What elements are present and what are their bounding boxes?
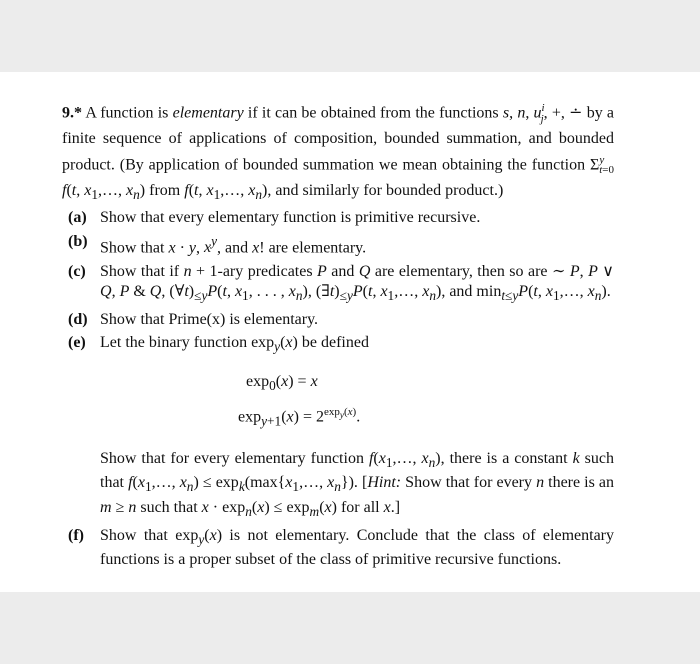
problem-9 bbox=[62, 98, 614, 571]
part-text: Show that x · y, $x^y$, and x! are elementary. bbox=[100, 233, 367, 257]
part-text: Let the binary function $\exp_y(x)$ be defined bbox=[100, 334, 369, 355]
part-e-continued bbox=[62, 449, 614, 523]
part-e bbox=[62, 333, 614, 358]
equation-base: $\exp_0(x) = x$ bbox=[238, 372, 318, 394]
part-c bbox=[62, 262, 614, 307]
problem-intro: 9.* A function is elementary if it can be obtained from the functions s, n, $u^i_j$, +, ∸ by a finite sequence of applications of composition, bounded summation, and bounded product. (By application of bounded summation we mean obtaining the function $\Sigma^y_{t=0}$ f(t, $x_1,\dots$, $x_n$) from f(t, $x_1,\dots$, $x_n$), and similarly for bounded product.) bbox=[62, 102, 615, 202]
part-label: (a) bbox=[68, 209, 87, 227]
part-text: Show that if n + 1-ary predicates P and Q are elementary, then so are ∼ P, P ∨ Q, P & Q, $(\forall t)_{\le y}P(t$, $x_1$, . . . , $x_n$), $(\exists t)_{\le y}P(t$, $x_1,\dots$, $x_n$), and $\min_{t\le y}P(t$, $x_1,\dots$, $x_n$). bbox=[100, 262, 615, 304]
definition-equations bbox=[62, 368, 614, 435]
part-f bbox=[62, 526, 614, 571]
part-label: (f) bbox=[68, 526, 84, 544]
part-d bbox=[62, 310, 614, 331]
part-a bbox=[62, 208, 614, 229]
part-label: (b) bbox=[68, 232, 88, 250]
part-label: (e) bbox=[68, 334, 86, 352]
part-label: (c) bbox=[68, 262, 86, 280]
document-page bbox=[0, 72, 700, 592]
part-text: Show that every elementary function is primitive recursive. bbox=[100, 209, 481, 227]
equation-step: $\exp_{y+1}(x) = 2^{exp_y(x)}$. bbox=[238, 406, 361, 429]
part-text: Show that $\exp_y(x)$ is not elementary. Conclude that the class of elementary functions is a proper subset of the class of primitive recursive functions. bbox=[100, 526, 615, 569]
problem-number: 9.* bbox=[62, 104, 82, 122]
part-text: Show that Prime(x) is elementary. bbox=[100, 310, 319, 328]
part-b bbox=[62, 232, 614, 259]
part-label: (d) bbox=[68, 310, 88, 328]
part-text: Show that for every elementary function $f(x_1,\dots$, $x_n$), there is a constant k such that $f(x_1,\dots$, $x_n$) ≤ $\exp_k(\max\{x_1,\dots$, $x_n$}). [Hint: Show that for every n there is an m ≥ n such that $x \cdot \exp_n(x) \le \exp_m(x)$ for all x.] bbox=[100, 449, 615, 520]
